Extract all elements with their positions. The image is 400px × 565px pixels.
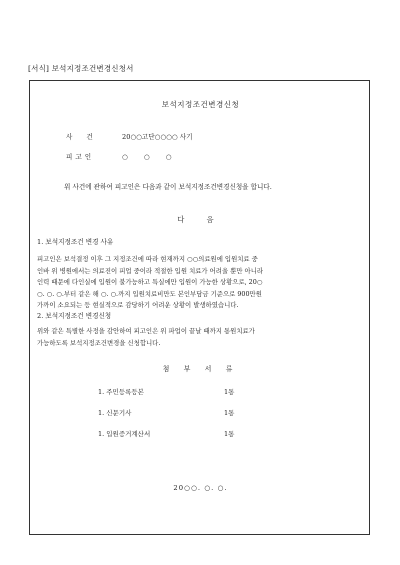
attachment-item: 1. 신문기사 <box>98 409 132 417</box>
section2-line: 위와 같은 특별한 사정을 감안하여 피고인은 위 파업이 끝날 때까지 통원치료가 <box>37 327 255 335</box>
section2-title: 2. 보석지정조건 변경신청 <box>37 312 112 320</box>
document-date: 20○○. ○. ○. <box>173 484 228 492</box>
attachment-qty: 1통 <box>224 388 235 396</box>
section1-body <box>37 254 369 312</box>
defendant-value: ○ ○ ○ <box>122 153 179 161</box>
section1-line: ○. ○. ○.부터 같은 해 ○. ○.까지 입원치료비만도 본인부담금 기준으로 900만원 <box>37 289 262 298</box>
case-value: 20○○고단○○○○ 사기 <box>122 133 193 141</box>
document-box <box>29 80 370 535</box>
document-title: 보석지정조건변경신청 <box>161 100 240 109</box>
form-label: [서식] 보석지정조건변경신청서 <box>28 64 134 73</box>
case-label: 사건 <box>66 133 107 141</box>
section1-title: 1. 보석지정조건 변경 사유 <box>37 238 114 246</box>
attachment-item: 1. 입원증거계산서 <box>98 430 151 438</box>
section1-line: 인력 때문에 다인실에 입원이 불가능하고 특실에만 입원이 가능한 상황으로, 20○ <box>37 278 263 286</box>
section1-line: 피고인은 보석결정 이후 그 지정조건에 따라 현재까지 ○○의료원에 입원치료 중 <box>37 255 258 263</box>
intro-text: 위 사건에 관하여 피고인은 다음과 같이 보석지정조건변경신청을 합니다. <box>64 183 272 191</box>
section1-line: 가까이 소요되는 등 현실적으로 감당하기 어려운 상황이 발생하였습니다. <box>37 301 239 309</box>
defendant-label: 피고인 <box>66 153 95 161</box>
section2-body <box>37 326 369 349</box>
attachment-qty: 1통 <box>224 430 235 438</box>
attachment-item: 1. 주민등록등본 <box>98 388 144 396</box>
section2-line: 가능하도록 보석지정조건변경을 신청합니다. <box>37 338 161 347</box>
section-heading: 다 음 <box>177 215 224 224</box>
attachment-qty: 1통 <box>224 409 235 417</box>
attachments-heading: 첨 부 서 류 <box>162 365 239 373</box>
section1-line: 인바 위 병원에서는 의료진이 피업 중이라 적절한 입원 치료가 어려울 뿐만 아니라 <box>37 266 264 275</box>
